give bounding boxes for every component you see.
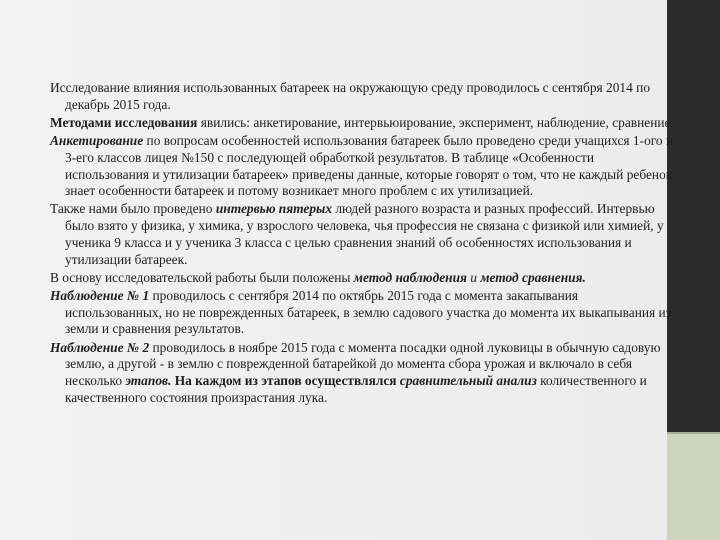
observation-2-heading: Наблюдение № 2 <box>50 339 150 355</box>
observation-2-each-stage: На каждом из этапов осуществлялся <box>171 372 400 388</box>
intro-text: Исследование влияния использованных батареек на окружающую среду проводилось с сентября 2014 по декабрь 2015 года. <box>50 80 651 112</box>
methods-text: явились: анкетирование, интервьюирование, эксперимент, наблюдение, сравнение. <box>197 114 674 130</box>
basis-conjunction: и <box>466 269 481 285</box>
right-accent-line <box>667 432 720 434</box>
observation-1-heading: Наблюдение № 1 <box>50 287 150 303</box>
interview-text: людей разного возраста и разных профессий. Интервью было взято у физика, у химика, у взрослого человека, чья профессия не связана с физикой или химией, у ученика 9 класса и у ученика 3 класса с целью сравнения знаний об особенностях использования и утилизации батареек. <box>65 201 664 267</box>
slide-text <box>50 80 674 408</box>
survey-text: по вопросам особенностей использования батареек было проведено среди учащихся 1-ого и 3-его классов лицея №150 с последующей обработкой результатов. В таблице «Особенности использования и утилизации батареек» приведены данные, которые говорят о том, что не каждый ребенок знает особенности батареек и потому возникает много проблем с их утилизацией. <box>65 133 674 199</box>
observation-2-analysis: сравнительный анализ <box>399 372 537 388</box>
right-accent-block <box>667 432 720 540</box>
methods-heading: Методами исследования <box>50 114 198 130</box>
basis-method-observation: метод наблюдения <box>353 269 467 285</box>
observation-2-text: проводилось в ноябре 2015 года с момента посадки одной луковицы в обычную садовую землю, а другой - в землю с поврежденной батарейкой до момента сбора урожая и включало в себя несколько <box>65 339 661 388</box>
basis-method-comparison: метод сравнения. <box>480 269 586 285</box>
basis-text-lead: В основу исследовательской работы были положены <box>50 269 354 285</box>
paragraph-observation-1 <box>50 288 674 338</box>
paragraph-observation-2 <box>50 340 674 407</box>
interview-emphasis: интервью пятерых <box>215 201 333 217</box>
observation-2-tail: количественного и качественного состояния произрастания лука. <box>65 372 647 405</box>
observation-2-stages: этапов. <box>125 372 172 388</box>
paragraph-basis <box>50 270 674 287</box>
paragraph-interview <box>50 201 674 268</box>
interview-text-lead: Также нами было проведено <box>50 201 216 217</box>
survey-heading: Анкетирование <box>50 133 144 149</box>
observation-1-text: проводилось с сентября 2014 по октябрь 2015 года с момента закапывания использованных, но не поврежденных батареек, в землю садового участка до момента их выкапывания из земли и сравнения результатов. <box>65 287 671 337</box>
paragraph-intro <box>50 80 674 113</box>
paragraph-survey <box>50 133 674 200</box>
paragraph-methods <box>50 115 674 132</box>
